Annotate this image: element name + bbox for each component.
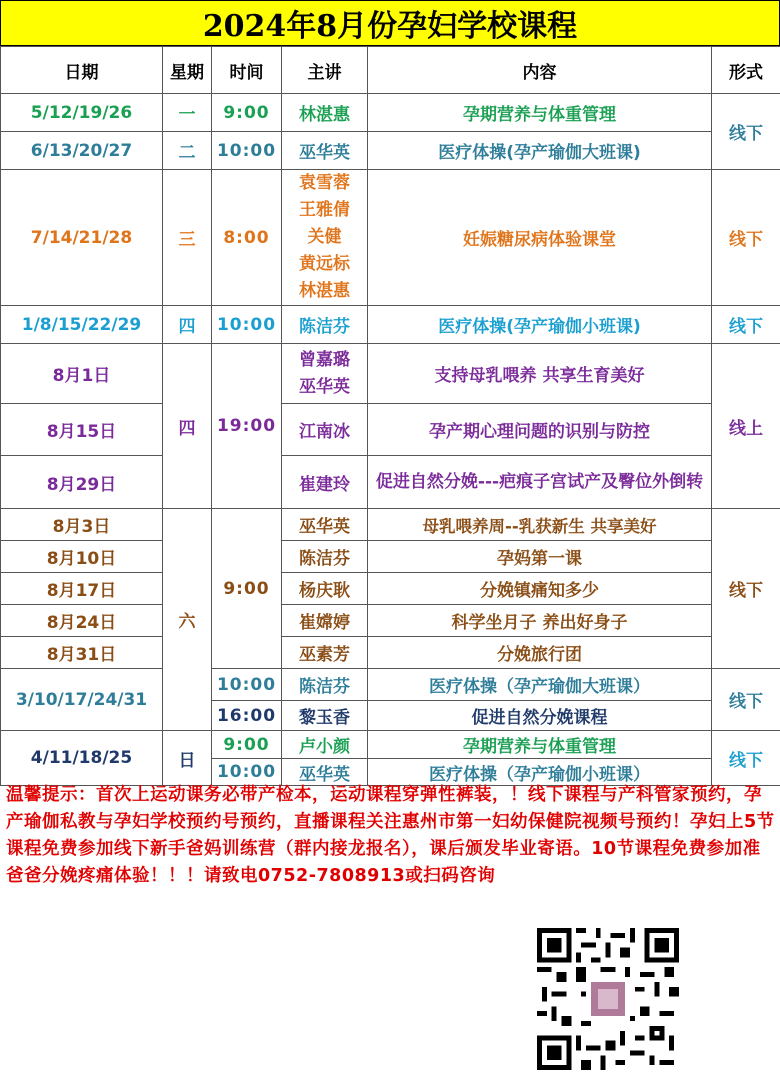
- table-row: [1, 605, 780, 637]
- date-cell: 3/10/17/24/31: [1, 669, 163, 731]
- table-row: [1, 669, 780, 701]
- speaker-name: 关健: [307, 227, 342, 247]
- content-cell: 支持母乳喂养 共享生育美好: [368, 344, 712, 404]
- date-cell: 1/8/15/22/29: [1, 306, 163, 344]
- speaker-cell: 黎玉香: [282, 701, 368, 731]
- content-cell: 母乳喂养周--乳获新生 共享美好: [368, 509, 712, 541]
- content-cell: 孕产期心理问题的识别与防控: [368, 404, 712, 456]
- weekday-cell: 四: [163, 344, 212, 509]
- speaker-name: 袁雪蓉: [299, 173, 350, 193]
- mode-cell: 线下: [712, 669, 780, 731]
- table-row: [1, 344, 780, 404]
- notice-text: 温馨提示：首次上运动课务必带产检本，运动课程穿弹性裤装，！线下课程与产科管家预约，孕产瑜伽私教与孕妇学校预约号预约，直播课程关注惠州市第一妇幼保健院视频号预约！孕妇上5节课程免费参加线下新手爸妈训练营（群内接龙报名），课后颁发毕业寄语。10节课程免费参加准爸爸分娩疼痛体验！！！请致电0752-7808913或扫码咨询: [6, 785, 775, 886]
- speaker-name: 王雅倩: [299, 200, 350, 220]
- table-row: [1, 456, 780, 509]
- weekday-cell: 四: [163, 306, 212, 344]
- mode-cell: 线下: [712, 170, 780, 306]
- table-row: [1, 132, 780, 170]
- header-date: 日期: [1, 47, 163, 94]
- course-schedule-table: [0, 46, 780, 786]
- mode-cell: 线下: [712, 306, 780, 344]
- mode-cell: 线下: [712, 509, 780, 669]
- time-cell: 19:00: [212, 344, 282, 509]
- speaker-cell: 陈洁芬: [282, 541, 368, 573]
- date-cell: 8月10日: [1, 541, 163, 573]
- weekday-cell: 六: [163, 509, 212, 731]
- date-cell: 8月29日: [1, 456, 163, 509]
- content-cell: 分娩镇痛知多少: [368, 573, 712, 605]
- date-cell: 8月1日: [1, 344, 163, 404]
- speaker-cell: 林湛惠: [282, 94, 368, 132]
- content-cell: 妊娠糖尿病体验课堂: [368, 170, 712, 306]
- time-cell: 9:00: [212, 509, 282, 669]
- header-content: 内容: [368, 47, 712, 94]
- content-cell: 医疗体操（孕产瑜伽大班课）: [368, 669, 712, 701]
- speaker-name: 林湛惠: [299, 281, 350, 301]
- content-cell: 孕期营养与体重管理: [368, 94, 712, 132]
- speaker-cell: 陈洁芬: [282, 669, 368, 701]
- speaker-cell: [282, 344, 368, 404]
- time-cell: 8:00: [212, 170, 282, 306]
- speaker-name: 黄远标: [299, 254, 350, 274]
- table-header-row: [1, 47, 780, 94]
- qr-code-icon[interactable]: [537, 928, 679, 1070]
- mode-cell: 线下: [712, 731, 780, 786]
- content-cell: 分娩旅行团: [368, 637, 712, 669]
- time-cell: 16:00: [212, 701, 282, 731]
- content-cell: 医疗体操(孕产瑜伽大班课): [368, 132, 712, 170]
- weekday-cell: 一: [163, 94, 212, 132]
- speaker-name: 曾嘉璐: [299, 349, 350, 370]
- content-cell: 促进自然分娩课程: [368, 701, 712, 731]
- header-speaker: 主讲: [282, 47, 368, 94]
- table-row: [1, 170, 780, 306]
- table-row: [1, 306, 780, 344]
- header-weekday: 星期: [163, 47, 212, 94]
- table-row: [1, 404, 780, 456]
- table-row: [1, 637, 780, 669]
- speaker-cell: 杨庆耿: [282, 573, 368, 605]
- date-cell: 8月24日: [1, 605, 163, 637]
- speaker-cell: 巫华英: [282, 759, 368, 786]
- content-cell: 科学坐月子 养出好身子: [368, 605, 712, 637]
- date-cell: 8月31日: [1, 637, 163, 669]
- time-cell: 10:00: [212, 306, 282, 344]
- table-row: [1, 541, 780, 573]
- date-cell: 7/14/21/28: [1, 170, 163, 306]
- table-row: [1, 731, 780, 759]
- mode-cell: 线下: [712, 94, 780, 170]
- weekday-cell: 日: [163, 731, 212, 786]
- table-row: [1, 509, 780, 541]
- date-cell: 5/12/19/26: [1, 94, 163, 132]
- page-title: 2024年8月份孕妇学校课程: [0, 0, 780, 46]
- date-cell: 6/13/20/27: [1, 132, 163, 170]
- time-cell: 9:00: [212, 94, 282, 132]
- speaker-cell: [282, 170, 368, 306]
- content-cell: 孕妈第一课: [368, 541, 712, 573]
- speaker-name: 巫华英: [299, 376, 350, 397]
- date-cell: 4/11/18/25: [1, 731, 163, 786]
- weekday-cell: 三: [163, 170, 212, 306]
- speaker-cell: 陈洁芬: [282, 306, 368, 344]
- table-row: [1, 94, 780, 132]
- header-time: 时间: [212, 47, 282, 94]
- speaker-cell: 巫华英: [282, 132, 368, 170]
- content-cell: 医疗体操(孕产瑜伽小班课): [368, 306, 712, 344]
- table-row: [1, 573, 780, 605]
- speaker-cell: 卢小颜: [282, 731, 368, 759]
- content-cell: 促进自然分娩---疤痕子宫试产及臀位外倒转: [368, 456, 712, 509]
- time-cell: 10:00: [212, 759, 282, 786]
- content-cell: 孕期营养与体重管理: [368, 731, 712, 759]
- time-cell: 9:00: [212, 731, 282, 759]
- content-cell: 医疗体操（孕产瑜伽小班课）: [368, 759, 712, 786]
- speaker-cell: 崔嫦婷: [282, 605, 368, 637]
- date-cell: 8月15日: [1, 404, 163, 456]
- weekday-cell: 二: [163, 132, 212, 170]
- speaker-cell: 巫华英: [282, 509, 368, 541]
- header-mode: 形式: [712, 47, 780, 94]
- speaker-cell: 巫素芳: [282, 637, 368, 669]
- time-cell: 10:00: [212, 132, 282, 170]
- mode-cell: 线上: [712, 344, 780, 509]
- speaker-cell: 江南冰: [282, 404, 368, 456]
- time-cell: 10:00: [212, 669, 282, 701]
- date-cell: 8月3日: [1, 509, 163, 541]
- speaker-cell: 崔建玲: [282, 456, 368, 509]
- date-cell: 8月17日: [1, 573, 163, 605]
